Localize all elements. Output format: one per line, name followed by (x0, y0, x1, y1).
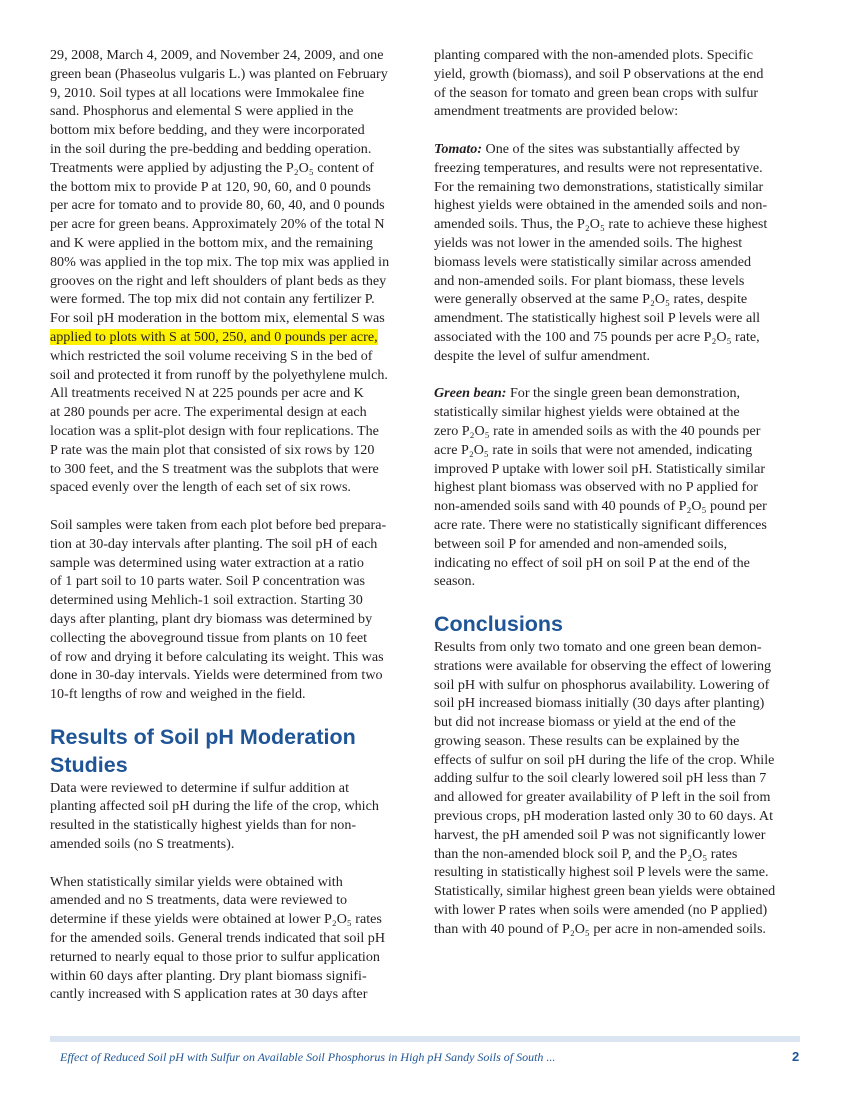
text-line: strations were available for observing the effect of lowering (434, 657, 772, 674)
text-line: determine if these yields were obtained at lower P₂O₅ rates (50, 911, 382, 928)
results-heading (50, 723, 416, 779)
text-line: sand. Phosphorus and elemental S were applied in the (50, 103, 354, 120)
text-line: amendment. The statistically highest soil P levels were all (434, 310, 761, 327)
page-number: 2 (792, 1049, 800, 1064)
text-line: soil and protected it from runoff by the polyethylene mulch. (50, 366, 388, 383)
text-segment: For the single green bean demonstration, (506, 385, 741, 402)
text-line: between soil P for amended and non-amended soils, (434, 535, 728, 552)
text-line: P rate was the main plot that consisted of six rows by 120 (50, 441, 375, 458)
text-line: for the amended soils. General trends indicated that soil pH (50, 930, 386, 947)
text-line: at 280 pounds per acre. The experimental design at each (50, 404, 367, 421)
text-line: soil pH with sulfur on phosphorus availability. Lowering of (434, 676, 770, 693)
text-line: amended soils (no S treatments). (50, 836, 235, 853)
text-line: done in 30-day intervals. Yields were determined from two (50, 667, 383, 684)
text-line: For the remaining two demonstrations, statistically similar (434, 178, 764, 195)
text-line: to 300 feet, and the S treatment was the subplots that were (50, 460, 379, 477)
text-line: than with 40 pound of P₂O₅ per acre in non-amended soils. (434, 920, 766, 937)
text-line: season. (434, 573, 476, 590)
results-intro-paragraph (50, 779, 416, 854)
footer-title: Effect of Reduced Soil pH with Sulfur on Available Soil Phosphorus in High pH Sandy Soils of South ... (60, 1050, 556, 1064)
text-line: yields was not lower in the amended soils. The highest (434, 234, 743, 251)
text-line: in the soil during the pre-bedding and bedding operation. (50, 140, 372, 157)
right-column (434, 46, 800, 957)
text-line: the bottom mix to provide P at 120, 90, 60, and 0 pounds (50, 178, 371, 195)
text-line: highest yields were obtained in the amended soils and non- (434, 197, 768, 214)
text-line: 9, 2010. Soil types at all locations were Immokalee fine (50, 84, 365, 101)
soil-sampling-paragraph (50, 516, 416, 704)
text-line: biomass levels were statistically similar across amended (434, 253, 752, 270)
text-line: amended soils. Thus, the P₂O₅ rate to achieve these highest (434, 216, 768, 233)
text-line: Treatments were applied by adjusting the P₂O₅ content of (50, 159, 375, 176)
footer-rule (50, 1036, 800, 1042)
text-line: effects of sulfur on soil pH during the life of the crop. While (434, 751, 775, 768)
text-line: 80% was applied in the top mix. The top mix was applied in (50, 253, 390, 270)
text-line: acre P₂O₅ rate in soils that were not amended, indicating (434, 441, 753, 458)
text-line: determined using Mehlich-1 soil extraction. Starting 30 (50, 592, 363, 609)
text-line: days after planting, plant dry biomass was determined by (50, 610, 373, 627)
conclusions-heading: Conclusions (434, 611, 564, 636)
text-line: All treatments received N at 225 pounds per acre and K (50, 385, 364, 402)
text-line: and K were applied in the bottom mix, and the remaining (50, 234, 373, 251)
text-line: per acre for tomato and to provide 80, 60, 40, and 0 pounds (50, 197, 385, 214)
text-line: 10-ft lengths of row and weighed in the field. (50, 686, 306, 703)
text-line: soil pH increased biomass initially (30 days after planting) (434, 695, 765, 712)
green-bean-label: Green bean: (434, 385, 507, 402)
text-line: which restricted the soil volume receiving S in the bed of (50, 347, 373, 364)
text-line: amendment treatments are provided below: (434, 103, 679, 120)
text-line: bottom mix before bedding, and they were incorporated (50, 122, 365, 139)
text-line: location was a split-plot design with four replications. The (50, 422, 379, 439)
text-line: despite the level of sulfur amendment. (434, 347, 651, 364)
tomato-paragraph (434, 140, 800, 366)
text-line: 29, 2008, March 4, 2009, and November 24, 2009, and one (50, 47, 384, 63)
text-line: resulting in statistically highest soil P levels were the same. (434, 864, 769, 881)
text-line: adding sulfur to the soil clearly lowered soil pH less than 7 (434, 770, 767, 787)
text-line: highest plant biomass was observed with no P applied for (434, 479, 758, 496)
text-line: indicating no effect of soil pH on soil P at the end of the (434, 554, 750, 571)
text-line: collecting the aboveground tissue from plants on 10 feet (50, 629, 368, 646)
text-line: freezing temperatures, and results were not representative. (434, 159, 763, 176)
text-line: For soil pH moderation in the bottom mix, elemental S was (50, 310, 385, 327)
text-line: zero P₂O₅ rate in amended soils as with the 40 pounds per (434, 422, 761, 439)
text-line: yield, growth (biomass), and soil P observations at the end (434, 65, 764, 82)
text-line: statistically similar highest yields were obtained at the (434, 404, 740, 421)
highlighted-text: applied to plots with S at 500, 250, and 0 pounds per acre, (50, 328, 378, 345)
text-line: of the season for tomato and green bean crops with sulfur (434, 84, 759, 101)
text-line: and non-amended soils. For plant biomass, these levels (434, 272, 745, 289)
text-line: returned to nearly equal to those prior to sulfur application (50, 948, 380, 965)
text-line: When statistically similar yields were obtained with (50, 873, 343, 890)
text-line: spaced evenly over the length of each set of six rows. (50, 479, 351, 496)
text-line: of 1 part soil to 10 parts water. Soil P concentration was (50, 573, 365, 590)
text-segment: One of the sites was substantially affected by (482, 140, 741, 157)
heading-line: Results of Soil pH Moderation (50, 724, 356, 749)
text-line: Results from only two tomato and one green bean demon- (434, 638, 762, 655)
text-line: non-amended soils sand with 40 pounds of P₂O₅ pound per (434, 498, 767, 515)
results-trends-paragraph (50, 873, 416, 1005)
text-line: tion at 30-day intervals after planting. The soil pH of each (50, 535, 378, 552)
green-bean-paragraph (434, 384, 800, 591)
text-line: Data were reviewed to determine if sulfur addition at (50, 779, 349, 796)
text-line: amended and no S treatments, data were reviewed to (50, 892, 348, 909)
text-line: grooves on the right and left shoulders of plant beds as they (50, 272, 387, 289)
text-line: planting compared with the non-amended plots. Specific (434, 47, 753, 63)
tomato-label: Tomato: (434, 140, 483, 157)
text-line: cantly increased with S application rates at 30 days after (50, 986, 368, 1003)
text-line: with lower P rates when soils were amended (no P applied) (434, 902, 768, 919)
text-line: previous crops, pH moderation lasted only 30 to 60 days. At (434, 808, 773, 825)
left-column (50, 46, 416, 1023)
text-line: harvest, the pH amended soil P was not significantly lower (434, 826, 766, 843)
continuation-paragraph (434, 46, 800, 121)
conclusions-paragraph (434, 638, 800, 939)
text-line: acre rate. There were no statistically significant differences (434, 516, 767, 533)
text-line: were generally observed at the same P₂O₅ rates, despite (434, 291, 748, 308)
methods-paragraph (50, 46, 416, 497)
text-line: sample was determined using water extraction at a ratio (50, 554, 364, 571)
text-line: were formed. The top mix did not contain any fertilizer P. (50, 291, 375, 308)
text-line: per acre for green beans. Approximately 20% of the total N (50, 216, 385, 233)
text-line: of row and drying it before calculating its weight. This was (50, 648, 384, 665)
text-line (50, 328, 416, 347)
text-line: and allowed for greater availability of P left in the soil from (434, 789, 771, 806)
text-line: green bean (Phaseolus vulgaris L.) was planted on February (50, 65, 388, 82)
text-line: resulted in the statistically highest yields than for non- (50, 817, 357, 834)
text-line (434, 140, 800, 159)
text-line: Statistically, similar highest green bean yields were obtained (434, 883, 776, 900)
text-line: Soil samples were taken from each plot before bed prepara- (50, 516, 387, 533)
heading-line: Studies (50, 752, 128, 777)
text-line: within 60 days after planting. Dry plant biomass signifi- (50, 967, 367, 984)
text-line: improved P uptake with lower soil pH. Statistically similar (434, 460, 766, 477)
text-line: than the non-amended block soil P, and the P₂O₅ rates (434, 845, 738, 862)
text-line: planting affected soil pH during the life of the crop, which (50, 798, 379, 815)
text-line (434, 384, 800, 403)
text-line: associated with the 100 and 75 pounds per acre P₂O₅ rate, (434, 328, 760, 345)
text-line: growing season. These results can be explained by the (434, 732, 740, 749)
text-line: but did not increase biomass or yield at the end of the (434, 714, 736, 731)
